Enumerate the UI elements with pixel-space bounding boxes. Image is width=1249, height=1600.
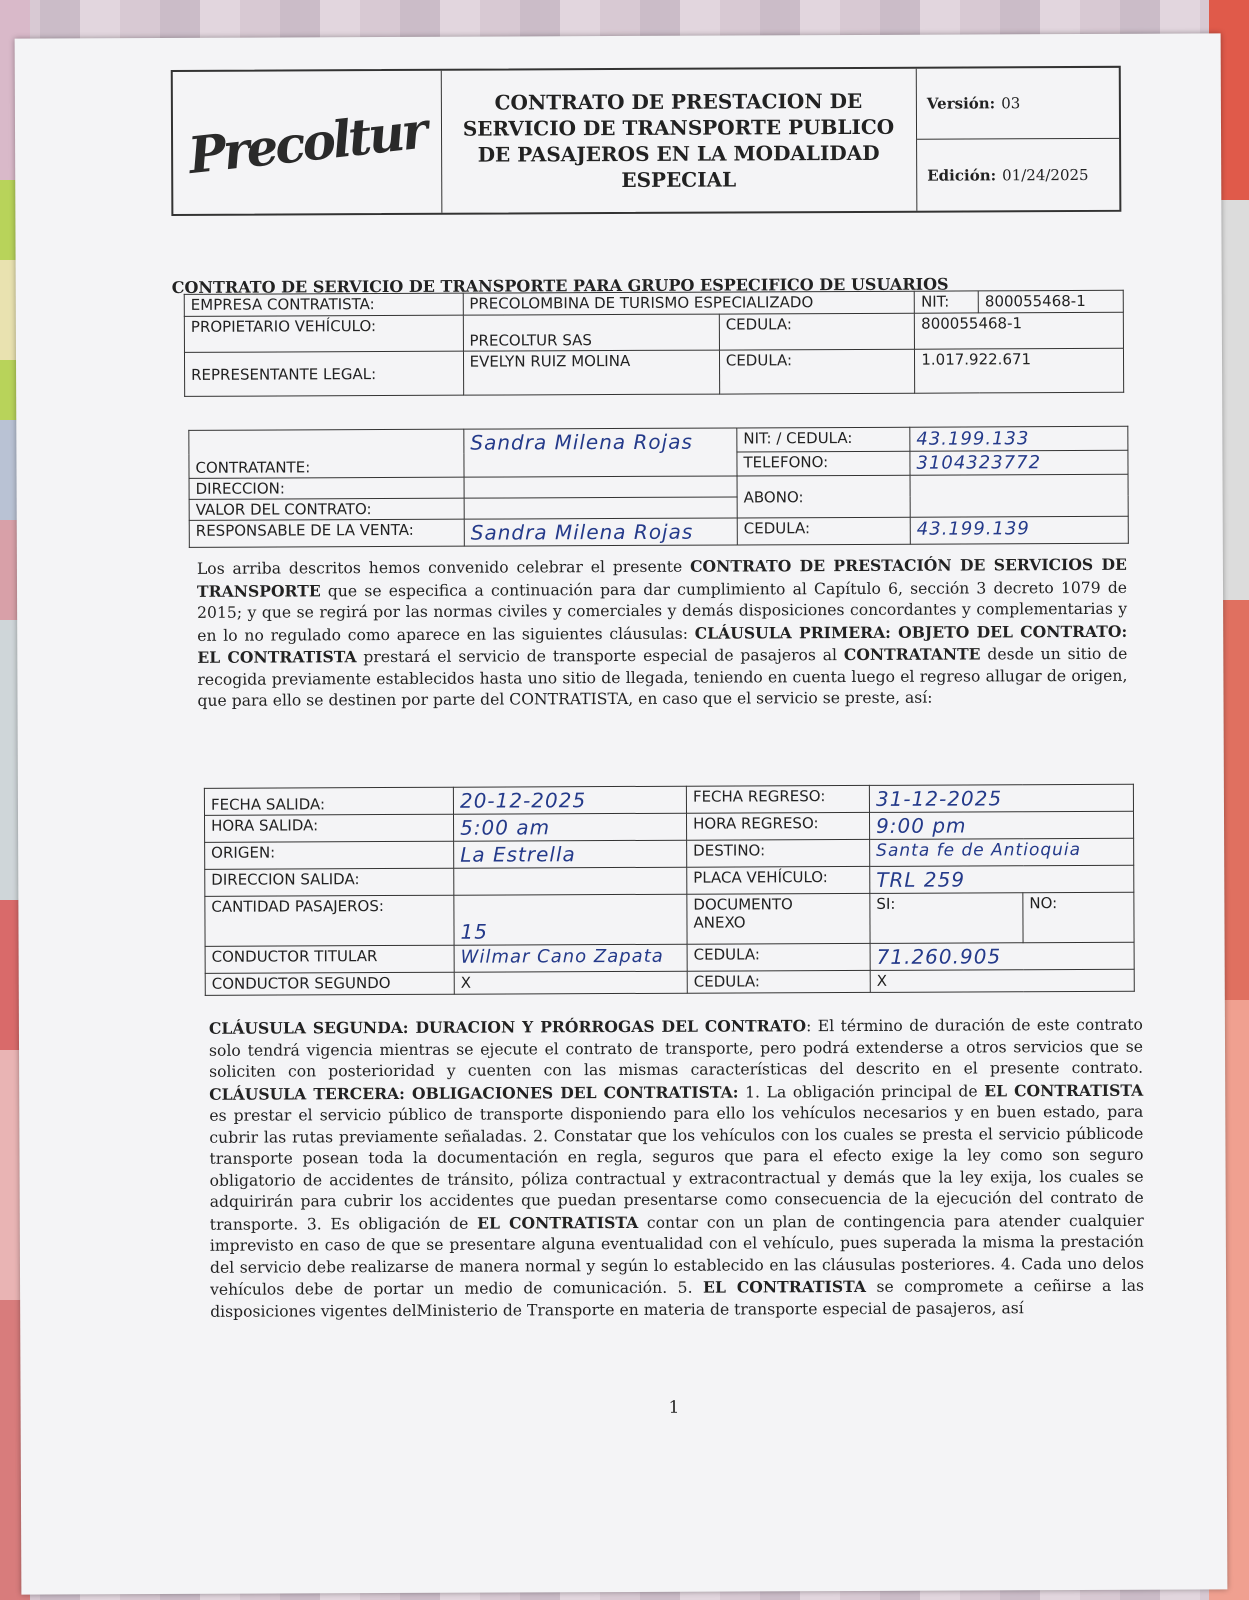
destino-cell bbox=[870, 838, 1134, 866]
representante-label: REPRESENTANTE LEGAL: bbox=[184, 351, 463, 396]
version-label: Versión: bbox=[926, 94, 996, 113]
no-label: NO: bbox=[1023, 892, 1134, 942]
conductor-segundo-value: X bbox=[454, 971, 687, 994]
trip-table bbox=[204, 784, 1135, 996]
direccion-salida-value bbox=[454, 867, 687, 895]
clause-text-4: contar con un plan de contingencia para atender cualquier imprevisto en caso de que se presentare alguna eventualidad con el vehículo, pues superada la misma la prestación del servicio debe realizarse de manera normal y según lo establecido en las cláusulas posteriores. 4. Cada uno delos vehículos debe de portar un medio de comunicación. 5. bbox=[209, 1211, 1145, 1299]
logo-cell bbox=[173, 71, 443, 214]
clause-bold-3: EL CONTRATISTA bbox=[984, 1080, 1144, 1100]
direccion-value bbox=[464, 476, 737, 498]
intro-text-1: Los arriba descritos hemos convenido celebrar el presente bbox=[196, 557, 691, 578]
cedula-conductor2-value: X bbox=[870, 969, 1134, 992]
fecha-salida-label: FECHA SALIDA: bbox=[204, 787, 453, 815]
clause-bold-4: EL CONTRATISTA bbox=[477, 1212, 639, 1233]
clause-bold-5: EL CONTRATISTA bbox=[702, 1276, 866, 1297]
document-title: CONTRATO DE PRESTACION DE SERVICIO DE TRANSPORTE PUBLICO DE PASAJEROS EN LA MODALIDAD ESPECIAL bbox=[441, 69, 918, 213]
intro-bold-3: CONTRATANTE bbox=[843, 644, 981, 665]
contratante-label: CONTRATANTE: bbox=[189, 429, 464, 478]
clause-bold-1: CLÁUSULA SEGUNDA: DURACION Y PRÓRROGAS DEL CONTRATO bbox=[208, 1016, 807, 1038]
fecha-regreso-label: FECHA REGRESO: bbox=[686, 785, 869, 813]
origen-cell bbox=[454, 840, 687, 868]
empresa-label: EMPRESA CONTRATISTA: bbox=[184, 293, 463, 316]
version-row bbox=[917, 68, 1119, 140]
placa-label: PLACA VEHÍCULO: bbox=[687, 866, 870, 894]
company-logo: Precoltur bbox=[185, 100, 429, 185]
responsable-value: Sandra Milena Rojas bbox=[470, 519, 694, 545]
contratante-cell bbox=[464, 428, 737, 477]
document-meta bbox=[917, 68, 1120, 211]
nit-cedula-value: 43.199.133 bbox=[916, 428, 1030, 450]
nit-cedula-cell bbox=[910, 426, 1128, 451]
cedula-conductor1-value: 71.260.905 bbox=[876, 944, 1002, 969]
destino-value: Santa fe de Antioquia bbox=[876, 839, 1082, 861]
representante-value: EVELYN RUIZ MOLINA bbox=[463, 350, 719, 395]
intro-text-4: desde un sitio de recogida previamente establecidos hasta uno sitio de llegada, teniendo en cuenta luego el regreso allugar de origen, que para ello se destinen por parte del CONTRATISTA, en caso que el servicio se preste, así: bbox=[197, 644, 1128, 710]
placa-value: TRL 259 bbox=[876, 867, 966, 892]
intro-bold-1: CONTRATO DE PRESTACIÓN DE SERVICIOS DE TRANSPORTE bbox=[196, 554, 1127, 601]
conductor-segundo-label: CONDUCTOR SEGUNDO bbox=[205, 972, 454, 995]
conductor-titular-cell bbox=[454, 944, 687, 972]
cedula1-label: CEDULA: bbox=[719, 313, 915, 350]
conductor-titular-value: Wilmar Cano Zapata bbox=[460, 945, 664, 968]
edition-label: Edición: bbox=[927, 165, 997, 185]
responsable-cell bbox=[464, 518, 737, 546]
cedula-conductor2-label: CEDULA: bbox=[687, 970, 870, 993]
version-value: 03 bbox=[1001, 94, 1021, 113]
clause-text-2: 1. La obligación principal de bbox=[738, 1081, 985, 1101]
hora-salida-cell bbox=[453, 813, 686, 841]
documento-anexo-label bbox=[687, 893, 870, 944]
responsable-label: RESPONSABLE DE LA VENTA: bbox=[189, 519, 464, 547]
hora-regreso-cell bbox=[869, 811, 1133, 839]
hora-regreso-label: HORA REGRESO: bbox=[686, 812, 869, 840]
contract-page bbox=[15, 33, 1228, 1594]
intro-bold-2: CLÁUSULA PRIMERA: OBJETO DEL CONTRATO: EL CONTRATISTA bbox=[197, 621, 1128, 667]
cedula-label: CEDULA: bbox=[737, 517, 910, 545]
company-section-title: CONTRATO DE SERVICIO DE TRANSPORTE PARA GRUPO ESPECIFICO DE USUARIOS bbox=[171, 274, 949, 297]
propietario-value: PRECOLTUR SAS bbox=[463, 314, 719, 351]
edition-row bbox=[917, 139, 1119, 211]
hora-salida-value: 5:00 am bbox=[460, 815, 551, 840]
clause-text-3: es prestar el servicio público de transporte disponiendo para ello los vehículos necesarios y en buen estado, para cubrir las rutas previamente señaladas. 2. Constatar que los vehículos con los cuales se presta el servicio públicode transporte posean toda la documentación en regla, seguros que para el efecto exige la ley como son seguro obligatorio de accidentes de tránsito, póliza contractual y extracontractual y demás que la ley exija, los cuales se adquirirán para cubrir los accidentes que puedan presentarse como consecuencia de la ejecución del contrato de transporte. 3. Es obligación de bbox=[209, 1102, 1144, 1234]
fecha-salida-value: 20-12-2025 bbox=[459, 788, 587, 813]
abono-label: ABONO: bbox=[737, 475, 910, 518]
company-table bbox=[184, 290, 1124, 397]
cedula-conductor1-cell bbox=[870, 942, 1134, 970]
cantidad-label: CANTIDAD PASAJEROS: bbox=[205, 895, 454, 946]
conductor-titular-label: CONDUCTOR TITULAR bbox=[205, 945, 454, 973]
telefono-label: TELEFONO: bbox=[737, 451, 910, 476]
document-header bbox=[171, 66, 1122, 216]
empresa-value: PRECOLOMBINA DE TURISMO ESPECIALIZADO bbox=[463, 291, 915, 315]
intro-text-3: prestará el servicio de transporte especial de pasajeros al bbox=[356, 646, 844, 667]
placa-cell bbox=[870, 865, 1134, 893]
fecha-regreso-cell bbox=[869, 784, 1133, 812]
intro-text-2: que se especifica a continuación para dar cumplimiento al Capítulo 6, sección 3 decreto 1079 de 2015; y que se regirá por las normas civiles y comerciales y demás disposiciones concordantes y complementarias y en lo no regulado como aparece en las siguientes cláusulas: bbox=[197, 578, 1128, 645]
nit-value: 800055468-1 bbox=[978, 290, 1123, 313]
cedula-cell bbox=[910, 516, 1128, 544]
direccion-label: DIRECCION: bbox=[189, 477, 464, 499]
cantidad-cell bbox=[454, 894, 687, 945]
documento-label-1: DOCUMENTO bbox=[693, 895, 793, 914]
clause-text-5: se compromete a ceñirse a las disposiciones vigentes delMinisterio de Transporte en materia de transporte especial de pasajeros, así bbox=[210, 1276, 1145, 1321]
destino-label: DESTINO: bbox=[687, 839, 870, 867]
documento-label-2: ANEXO bbox=[693, 913, 746, 932]
intro-paragraph bbox=[197, 554, 1128, 713]
telefono-value: 3104323772 bbox=[916, 452, 1042, 474]
hora-salida-label: HORA SALIDA: bbox=[205, 814, 454, 842]
propietario-label: PROPIETARIO VEHÍCULO: bbox=[184, 315, 463, 352]
valor-label: VALOR DEL CONTRATO: bbox=[189, 498, 464, 520]
client-table bbox=[188, 426, 1129, 548]
telefono-cell bbox=[910, 450, 1128, 475]
fecha-salida-cell bbox=[453, 786, 686, 814]
cedula-value: 43.199.139 bbox=[916, 518, 1030, 540]
cedula1-value: 800055468-1 bbox=[915, 312, 1124, 349]
edition-value: 01/24/2025 bbox=[1002, 165, 1089, 184]
cedula2-label: CEDULA: bbox=[719, 349, 915, 394]
fecha-regreso-value: 31-12-2025 bbox=[875, 786, 1003, 811]
origen-value: La Estrella bbox=[460, 842, 576, 867]
clause-bold-2: CLÁUSULA TERCERA: OBLIGACIONES DEL CONTRATISTA: bbox=[209, 1081, 739, 1104]
cedula-conductor1-label: CEDULA: bbox=[687, 943, 870, 971]
valor-value bbox=[464, 497, 737, 519]
origen-label: ORIGEN: bbox=[205, 841, 454, 869]
nit-label: NIT: bbox=[915, 291, 979, 313]
clauses-paragraph bbox=[209, 1014, 1144, 1323]
direccion-salida-label: DIRECCION SALIDA: bbox=[205, 868, 454, 896]
cantidad-value: 15 bbox=[460, 919, 489, 944]
abono-value bbox=[910, 474, 1128, 517]
nit-cedula-label: NIT: / CEDULA: bbox=[737, 427, 910, 452]
si-label: SI: bbox=[870, 893, 1023, 944]
clause-text-1: : El término de duración de este contrato solo tendrá vigencia mientras se ejecute el contrato de transporte, pero podrá extenderse a otros servicios que se soliciten con posterioridad y cuenten con las mismas características del descrito en el presente contrato. bbox=[208, 1015, 1144, 1081]
hora-regreso-value: 9:00 pm bbox=[876, 813, 967, 838]
contratante-value: Sandra Milena Rojas bbox=[470, 429, 693, 455]
cedula2-value: 1.017.922.671 bbox=[915, 348, 1124, 393]
page-number: 1 bbox=[668, 1397, 680, 1418]
